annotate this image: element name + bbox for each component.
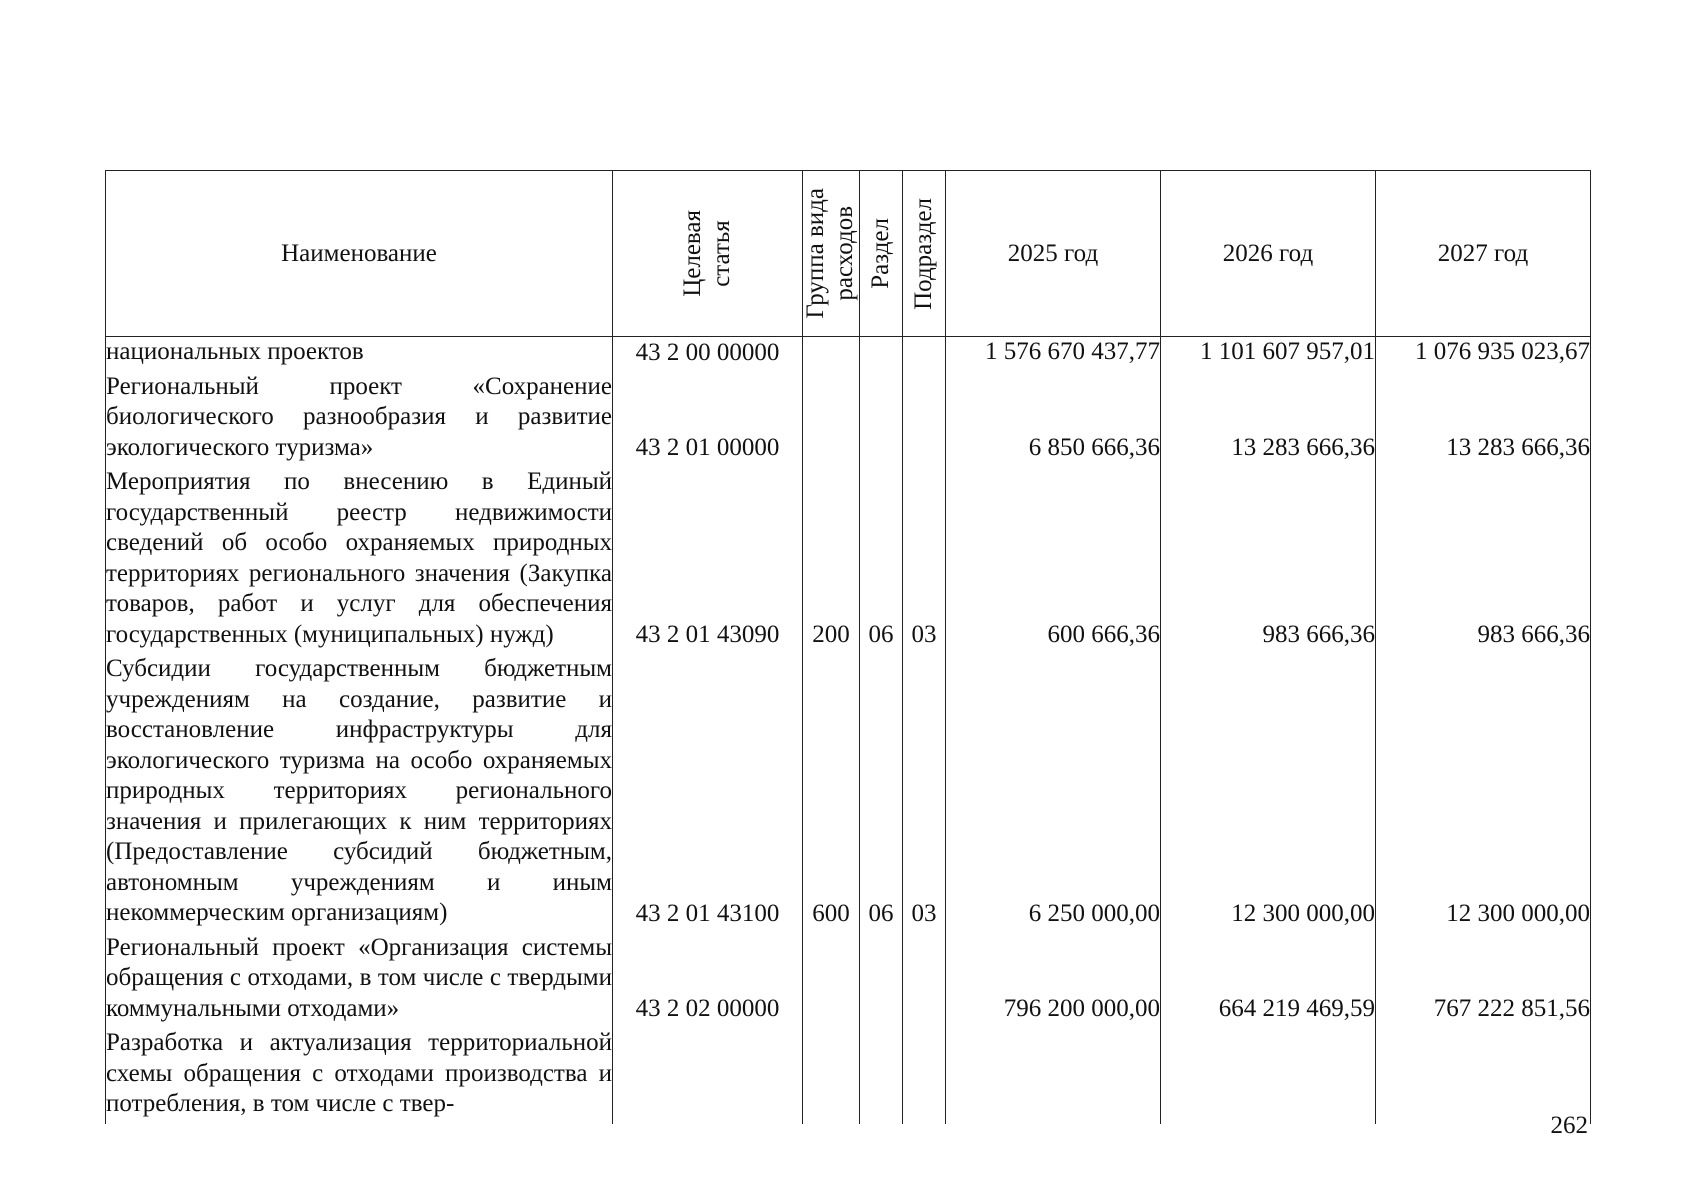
table-header-row	[106, 171, 1591, 337]
row-target-article: 43 2 01 00000	[613, 372, 803, 468]
row-2026: 13 283 666,36	[1161, 372, 1376, 468]
row-section	[860, 933, 903, 1029]
row-2026: 664 219 469,59	[1161, 933, 1376, 1029]
row-section	[860, 1028, 903, 1124]
row-target-article: 43 2 01 43100	[613, 654, 803, 933]
page-number: 262	[1550, 1112, 1588, 1139]
row-name: Региональный проект «Сохранение биологического разнообразия и развитие экологического туризма»	[106, 372, 613, 468]
row-expense-group	[803, 372, 860, 468]
row-section	[860, 337, 903, 372]
row-2027: 13 283 666,36	[1376, 372, 1591, 468]
header-2027: 2027 год	[1376, 171, 1591, 337]
table-row	[106, 372, 1591, 468]
row-2025: 1 576 670 437,77	[946, 337, 1161, 372]
row-target-article: 43 2 02 00000	[613, 933, 803, 1029]
table-row	[106, 337, 1591, 372]
table-row	[106, 1028, 1591, 1124]
row-expense-group	[803, 933, 860, 1029]
row-name: национальных проектов	[106, 337, 613, 372]
row-subsection: 03	[903, 467, 946, 654]
row-2026: 1 101 607 957,01	[1161, 337, 1376, 372]
row-expense-group	[803, 1028, 860, 1124]
table-row	[106, 933, 1591, 1029]
row-subsection	[903, 337, 946, 372]
row-target-article: 43 2 01 43090	[613, 467, 803, 654]
row-name: Региональный проект «Организация системы обращения с отходами, в том числе с твердыми коммунальными отходами»	[106, 933, 613, 1029]
row-2027	[1376, 1028, 1591, 1124]
header-expense-group: Группа вида расходов	[803, 171, 860, 337]
row-expense-group: 200	[803, 467, 860, 654]
row-2026: 12 300 000,00	[1161, 654, 1376, 933]
row-expense-group	[803, 337, 860, 372]
header-name: Наименование	[106, 171, 613, 337]
row-name: Субсидии государственным бюджетным учреждениям на создание, развитие и восстановление инфраструктуры для экологического туризма на особо охраняемых природных территориях регионального значения и прилегающих к ним территориях (Предоставление субсидий бюджетным, автономным учреждениям и иным некоммерческим организациям)	[106, 654, 613, 933]
row-2025: 6 250 000,00	[946, 654, 1161, 933]
row-2026: 983 666,36	[1161, 467, 1376, 654]
row-subsection	[903, 933, 946, 1029]
table-row	[106, 654, 1591, 933]
row-section	[860, 372, 903, 468]
header-section: Раздел	[860, 171, 903, 337]
row-2027: 767 222 851,56	[1376, 933, 1591, 1029]
row-target-article	[613, 1028, 803, 1124]
row-expense-group: 600	[803, 654, 860, 933]
row-subsection: 03	[903, 654, 946, 933]
row-2025: 6 850 666,36	[946, 372, 1161, 468]
row-2026	[1161, 1028, 1376, 1124]
header-subsection: Подраздел	[903, 171, 946, 337]
row-section: 06	[860, 467, 903, 654]
row-subsection	[903, 372, 946, 468]
header-2025: 2025 год	[946, 171, 1161, 337]
row-name: Разработка и актуализация территориальной схемы обращения с отходами производства и потребления, в том числе с твер-	[106, 1028, 613, 1124]
row-2025	[946, 1028, 1161, 1124]
row-2027: 1 076 935 023,67	[1376, 337, 1591, 372]
row-subsection	[903, 1028, 946, 1124]
row-2027: 12 300 000,00	[1376, 654, 1591, 933]
row-target-article: 43 2 00 00000	[613, 337, 803, 372]
budget-table	[105, 170, 1591, 1124]
header-2026: 2026 год	[1161, 171, 1376, 337]
row-section: 06	[860, 654, 903, 933]
row-2027: 983 666,36	[1376, 467, 1591, 654]
row-2025: 796 200 000,00	[946, 933, 1161, 1029]
header-target-article: Целевая статья	[613, 171, 803, 337]
row-name: Мероприятия по внесению в Единый государственный реестр недвижимости сведений об особо охраняемых природных территориях регионального значения (Закупка товаров, работ и услуг для обеспечения государственных (муниципальных) нужд)	[106, 467, 613, 654]
row-2025: 600 666,36	[946, 467, 1161, 654]
table-row	[106, 467, 1591, 654]
